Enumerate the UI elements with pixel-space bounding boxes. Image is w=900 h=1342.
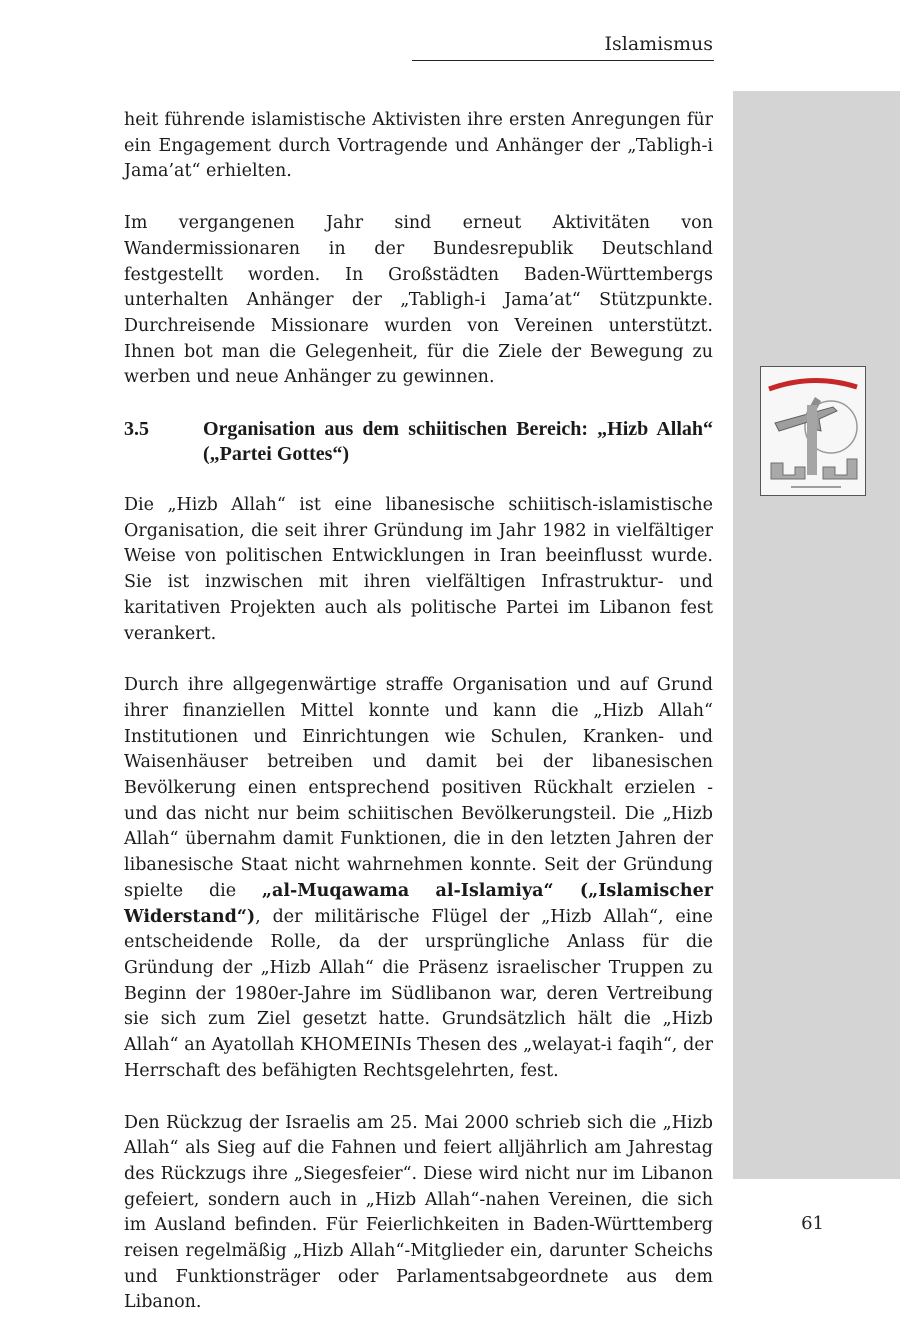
section-heading xyxy=(124,417,713,467)
margin-sidebar xyxy=(733,91,900,1179)
section-title: Organisation aus dem schiitischen Bereich: „Hizb Allah“ („Partei Gottes“) xyxy=(203,418,713,466)
bold-term: „al-Muqawama al-Islamiya“ („Islamischer Widerstand“) xyxy=(124,880,713,927)
hizb-allah-logo xyxy=(760,366,866,496)
paragraph: Den Rückzug der Israelis am 25. Mai 2000 schrieb sich die „Hizb Allah“ als Sieg auf die Fahnen und feiert alljährlich am Jahrestag des Rückzugs ihre „Siegesfeier“. Diese wird nicht nur im Libanon gefeiert, sondern auch in „Hizb Allah“-nahen Vereinen, die sich im Ausland befinden. Für Feierlichkeiten in Baden-Württemberg reisen regelmäßig „Hizb Allah“-Mitglieder ein, darunter Scheichs und Funktionsträger oder Parlamentsabgeordnete aus dem Libanon. xyxy=(124,1112,713,1313)
paragraph xyxy=(124,673,713,1084)
section-number: 3.5 xyxy=(124,418,149,441)
main-text xyxy=(124,108,713,1342)
paragraph: Im vergangenen Jahr sind erneut Aktivitäten von Wandermissionaren in der Bundesrepublik Deutschland festgestellt worden. In Großstädten Baden-Württembergs unterhalten Anhänger der „Tabligh-i Jama’at“ Stützpunkte. Durchreisende Missionare wurden von Vereinen unterstützt. Ihnen bot man die Gelegenheit, für die Ziele der Bewegung zu werben und neue Anhänger zu gewinnen. xyxy=(124,213,713,388)
paragraph-text: Durch ihre allgegenwärtige straffe Organisation und auf Grund ihrer finanziellen Mittel konnte und kann die „Hizb Allah“ Institutionen und Einrichtungen wie Schulen, Kranken- und Waisenhäuser betreiben und damit bei der libanesischen Bevölkerung einen entsprechend positiven Rückhalt erzielen - und das nicht nur beim schiitischen Bevölkerungsteil. Die „Hizb Allah“ übernahm damit Funktionen, die in den letzten Jahren der libanesische Staat nicht wahrnehmen konnte. Seit der Gründung spielte die xyxy=(124,675,713,901)
paragraph-text: , der militärische Flügel der „Hizb Allah“, eine entscheidende Rolle, da der ursprüngliche Anlass für die Gründung der „Hizb Allah“ die Präsenz israelischer Truppen zu Beginn der 1980er-Jahre im Südlibanon war, deren Vertreibung sie sich zum Ziel gesetzt hatte. Grundsätzlich hält die „Hizb Allah“ an Ayatollah KHOMEINIs Thesen des „welayat-i faqih“, der Herrschaft des befähigten Rechtsgelehrten, fest. xyxy=(124,906,713,1081)
page-number: 61 xyxy=(801,1213,824,1234)
paragraph: heit führende islamistische Aktivisten ihre ersten Anregungen für ein Engagement durch Vortragende und Anhänger der „Tabligh-i Jama’at“ erhielten. xyxy=(124,110,713,182)
running-header-title: Islamismus xyxy=(604,33,713,55)
header-rule xyxy=(412,60,714,61)
paragraph: Die „Hizb Allah“ ist eine libanesische schiitisch-islamistische Organisation, die seit ihrer Gründung im Jahr 1982 in vielfältiger Weise von politischen Entwicklungen in Iran beeinflusst wurde. Sie ist inzwischen mit ihren vielfältigen Infrastruktur- und karitativen Projekten auch als politische Partei im Libanon fest verankert. xyxy=(124,495,713,644)
hizb-allah-emblem-icon xyxy=(761,367,865,495)
